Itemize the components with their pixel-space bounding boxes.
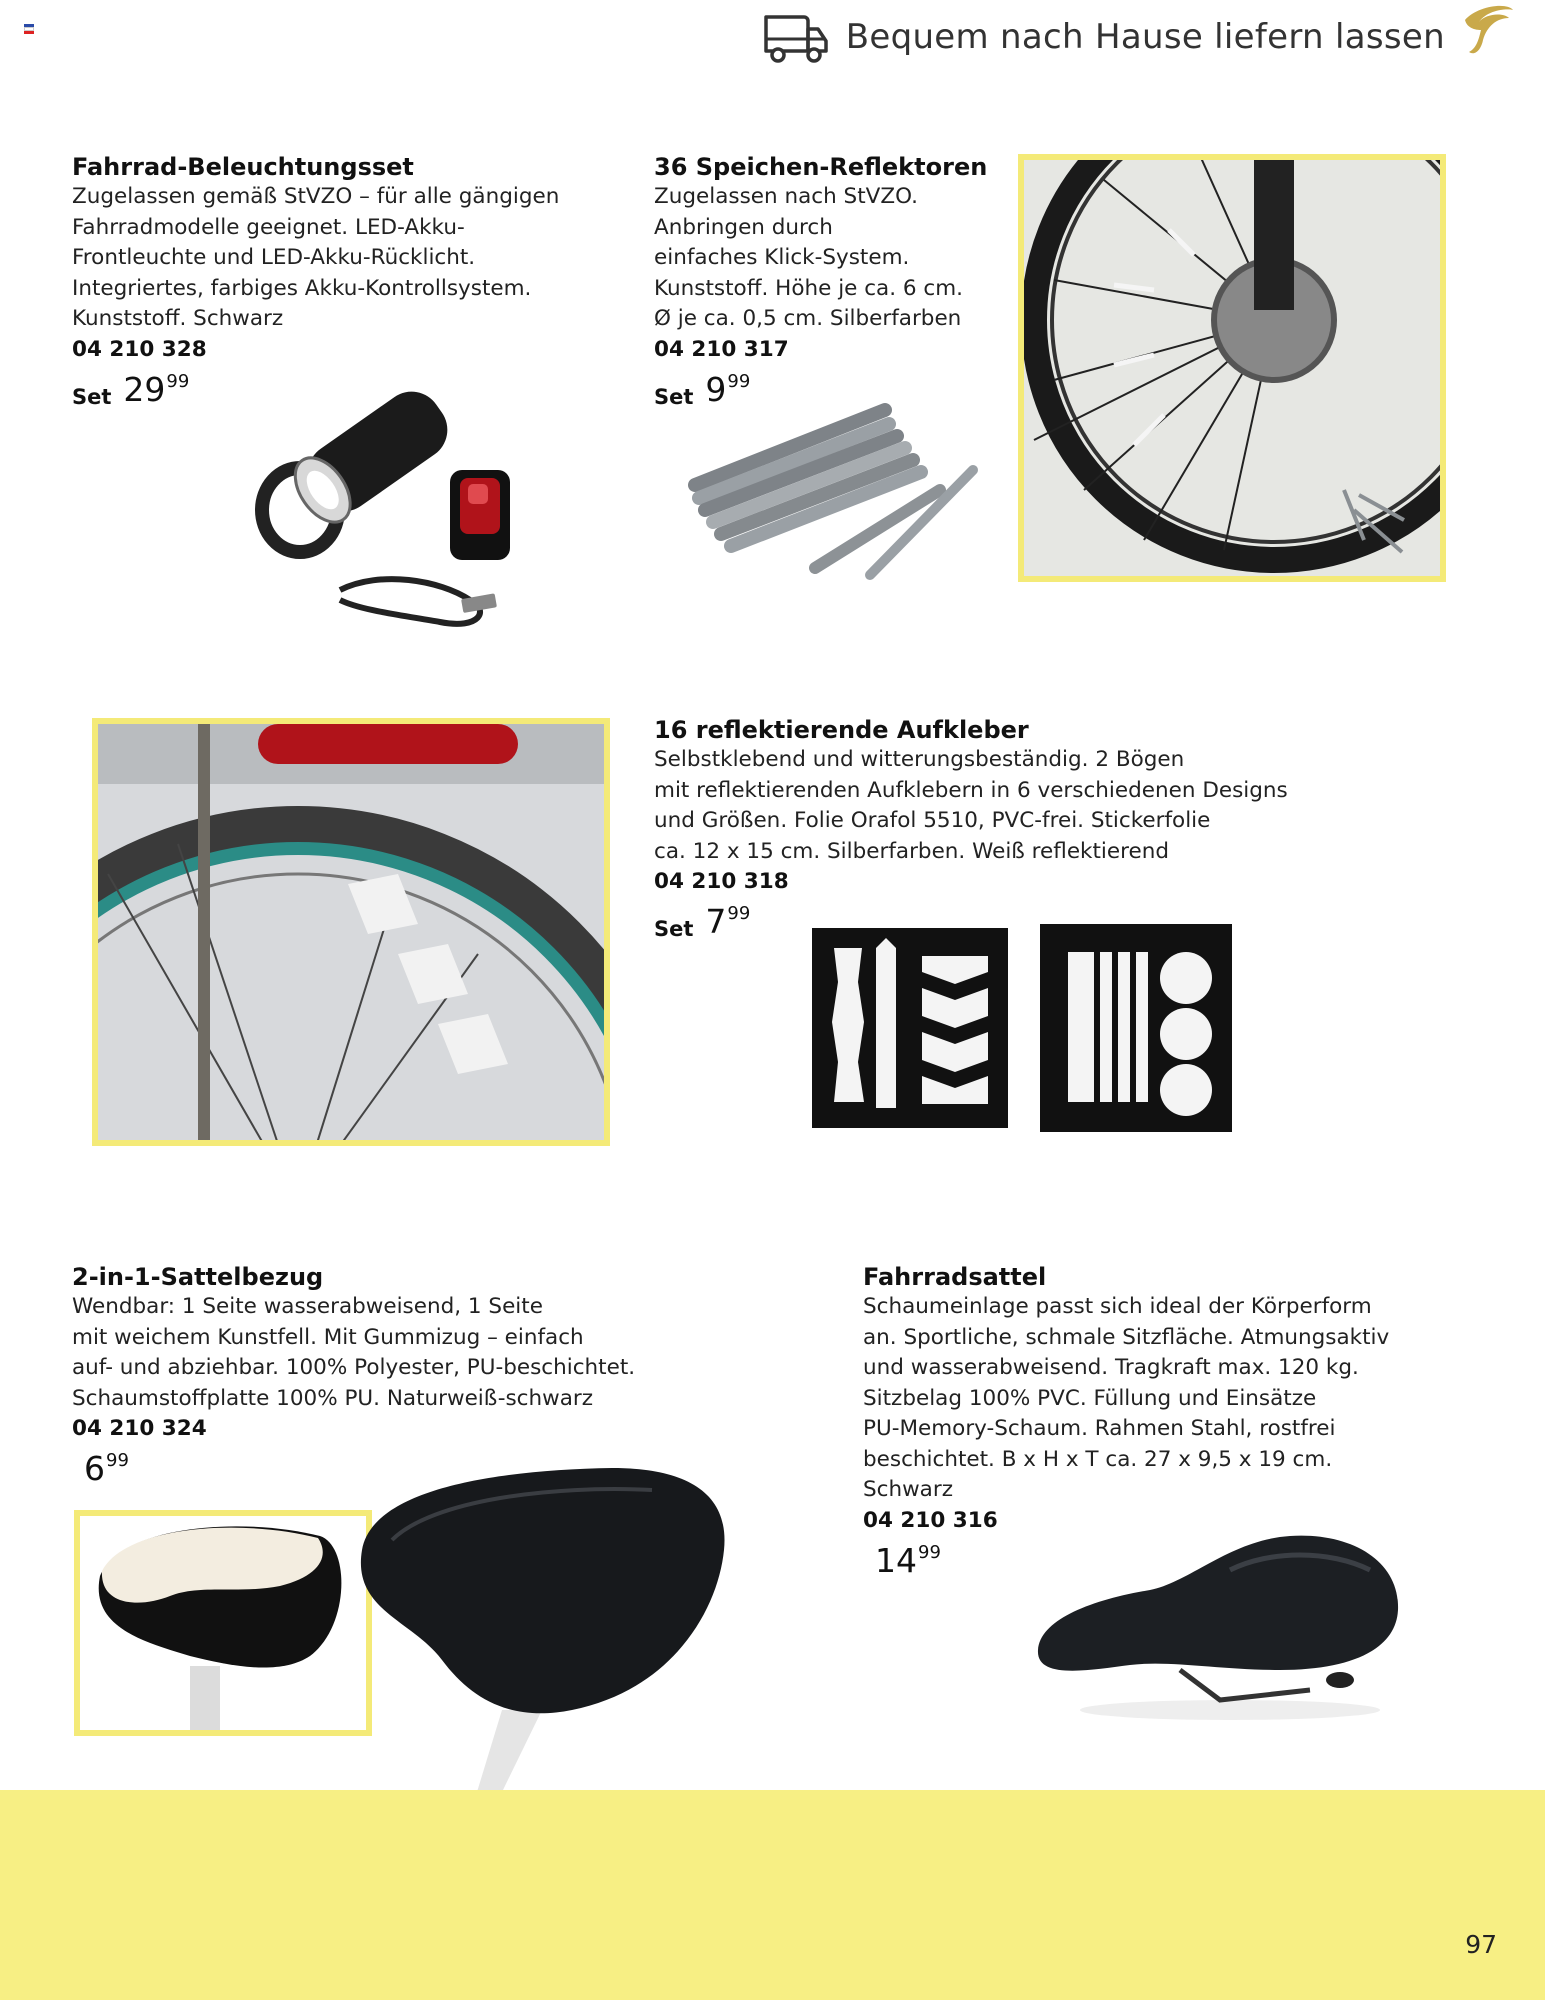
wheel-reflectors-photo <box>1018 154 1446 582</box>
product-title: Fahrradsattel <box>863 1263 1047 1291</box>
product-description: Schaumeinlage passt sich ideal der Körperform an. Sportliche, schmale Sitzfläche. Atmungsaktiv und wasserabweisend. Tragkraft max. 120 kg. Sitzbelag 100% PVC. Füllung und Einsätze PU-Memory-Schaum. Rahmen Stahl, rostfrei beschichtet. B x H x T ca. 27 x 9,5 x 19 cm. Schwarz <box>863 1294 1390 1502</box>
product-description: Zugelassen gemäß StVZO – für alle gängigen Fahrradmodelle geeignet. LED-Akku- Frontleuchte und LED-Akku-Rücklicht. Integriertes, farbiges Akku-Kontrollsystem. Kunststoff. Schwarz <box>72 184 560 331</box>
price-unit: Set <box>654 384 694 409</box>
product-reflective-stickers <box>654 715 1414 941</box>
price-cents: 99 <box>727 903 751 924</box>
price-integer: 29 <box>123 369 166 409</box>
product-spoke-reflectors <box>654 152 1014 409</box>
spoke-reflectors-image <box>675 390 985 590</box>
price-unit: Set <box>72 384 112 409</box>
price-unit: Set <box>654 917 694 941</box>
footer-band <box>0 1790 1545 2000</box>
article-number: 04 210 318 <box>654 869 789 894</box>
product-title: 36 Speichen-Reflektoren <box>654 153 988 181</box>
lighting-set-image <box>240 360 540 650</box>
product-title: 2-in-1-Sattelbezug <box>72 1263 324 1291</box>
product-description: Selbstklebend und witterungsbeständig. 2 Bögen mit reflektierenden Aufklebern in 6 verschiedenen Designs und Größen. Folie Orafol 5510, PVC-frei. Stickerfolie ca. 12 x 15 cm. Silberfarben. Weiß reflektierend <box>654 747 1288 864</box>
product-title: 16 reflektierende Aufkleber <box>654 716 1029 744</box>
article-number: 04 210 324 <box>72 1416 207 1441</box>
product-description: Wendbar: 1 Seite wasserabweisend, 1 Seite mit weichem Kunstfell. Mit Gummizug – einfach auf- und abziehbar. 100% Polyester, PU-beschichtet. Schaumstoffplatte 100% PU. Naturweiß-schwarz <box>72 1294 636 1411</box>
product-description: Zugelassen nach StVZO. Anbringen durch einfaches Klick-System. Kunststoff. Höhe je ca. 6 cm. Ø je ca. 0,5 cm. Silberfarben <box>654 184 963 331</box>
sticker-sheets-image <box>810 922 1236 1136</box>
article-number: 04 210 316 <box>863 1507 998 1533</box>
article-number: 04 210 317 <box>654 336 789 362</box>
price-integer: 9 <box>705 369 727 409</box>
fender-stickers-photo <box>92 718 610 1146</box>
coffee-bean-logo <box>1457 0 1517 60</box>
price-integer: 14 <box>875 1540 917 1580</box>
article-number: 04 210 328 <box>72 336 207 362</box>
product-saddle-cover <box>72 1262 672 1488</box>
page-header <box>762 6 1445 68</box>
price-cents: 99 <box>727 370 751 392</box>
price-integer: 6 <box>84 1449 105 1488</box>
flag-icon <box>24 24 34 33</box>
bike-saddle-image <box>1030 1530 1410 1730</box>
page-number: 97 <box>1465 1930 1497 1959</box>
product-title: Fahrrad-Beleuchtungsset <box>72 153 414 181</box>
price-cents: 99 <box>918 1541 941 1563</box>
price-cents: 99 <box>166 370 190 392</box>
price-integer: 7 <box>705 902 727 941</box>
waterproof-saddle-cover-image <box>352 1460 732 1792</box>
header-text: Bequem nach Hause liefern lassen <box>845 17 1445 57</box>
price-cents: 99 <box>106 1450 129 1471</box>
delivery-truck-icon <box>762 9 828 65</box>
fleece-saddle-cover-photo <box>74 1510 372 1736</box>
